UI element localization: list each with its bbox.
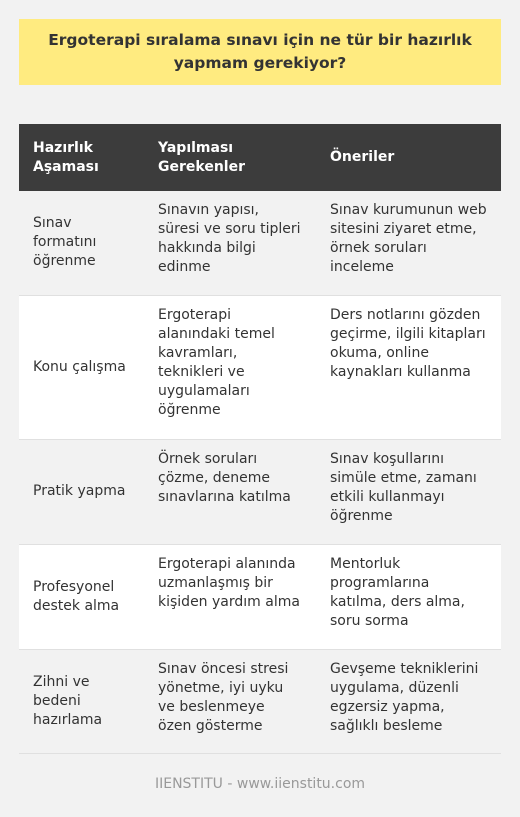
cell-suggestions: Mentorluk programlarına katılma, ders alma, soru sorma — [316, 544, 501, 649]
cell-phase: Sınav formatını öğrenme — [19, 191, 144, 295]
title-banner — [19, 19, 501, 85]
footer-credit: IIENSTITU - www.iienstitu.com — [154, 776, 366, 792]
cell-phase: Pratik yapma — [19, 439, 144, 544]
cell-phase: Zihni ve bedeni hazırlama — [19, 649, 144, 753]
cell-tasks: Ergoterapi alanında uzmanlaşmış bir kişiden yardım alma — [144, 544, 316, 649]
cell-phase: Konu çalışma — [19, 295, 144, 439]
cell-suggestions: Sınav kurumunun web sitesini ziyaret etme, örnek soruları inceleme — [316, 191, 501, 295]
page-title: Ergoterapi sıralama sınavı için ne tür bir hazırlık yapmam gerekiyor? — [48, 31, 472, 72]
preparation-table — [19, 124, 501, 754]
table-row — [19, 649, 501, 753]
cell-suggestions: Ders notlarını gözden geçirme, ilgili kitapları okuma, online kaynakları kullanma — [316, 295, 501, 439]
cell-suggestions: Gevşeme tekniklerini uygulama, düzenli egzersiz yapma, sağlıklı besleme — [316, 649, 501, 753]
table-row — [19, 295, 501, 439]
header-tasks: Yapılması Gerekenler — [144, 124, 316, 191]
header-phase: Hazırlık Aşaması — [19, 124, 144, 191]
table-row — [19, 191, 501, 295]
cell-tasks: Örnek soruları çözme, deneme sınavlarına katılma — [144, 439, 316, 544]
table-row — [19, 439, 501, 544]
header-suggestions: Öneriler — [316, 124, 501, 191]
table-row — [19, 544, 501, 649]
cell-phase: Profesyonel destek alma — [19, 544, 144, 649]
cell-tasks: Ergoterapi alanındaki temel kavramları, teknikleri ve uygulamaları öğrenme — [144, 295, 316, 439]
cell-suggestions: Sınav koşullarını simüle etme, zamanı etkili kullanmayı öğrenme — [316, 439, 501, 544]
cell-tasks: Sınav öncesi stresi yönetme, iyi uyku ve beslenmeye özen gösterme — [144, 649, 316, 753]
cell-tasks: Sınavın yapısı, süresi ve soru tipleri hakkında bilgi edinme — [144, 191, 316, 295]
table-header-row — [19, 124, 501, 191]
